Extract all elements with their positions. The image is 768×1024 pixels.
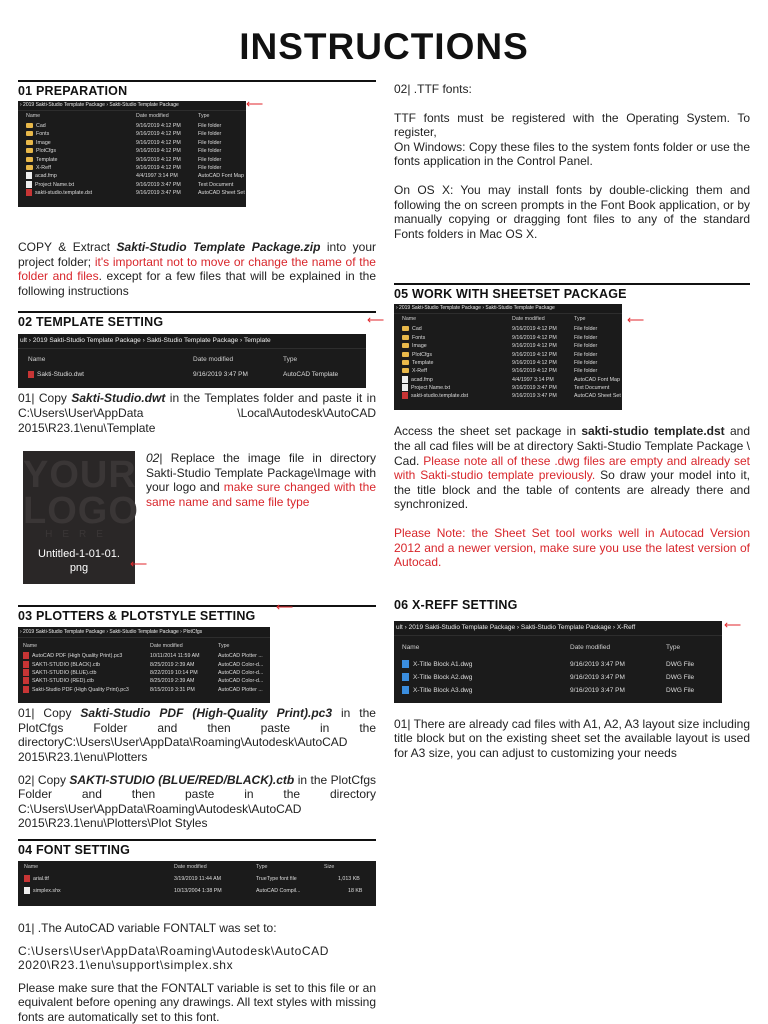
paragraph-copy-template: [18, 391, 376, 435]
file-name: [402, 334, 425, 342]
file-name-text: Sakti-Studio.dwt: [37, 371, 84, 379]
paragraph-xreff: 01| There are already cad files with A1, A2, A3 layout size including title block but on the existing sheet set the available layout is used for A3 size, you can adjust to customizing your needs: [394, 716, 750, 760]
template-file: Sakti-Studio.dwt: [71, 391, 166, 406]
ttf-file-icon: [24, 875, 30, 882]
file-date: 9/16/2019 4:12 PM: [512, 368, 557, 375]
table-row[interactable]: [394, 671, 722, 684]
arrow-icon: ⟵: [246, 97, 264, 111]
file-name: [28, 368, 84, 382]
file-date: 9/16/2019 4:12 PM: [136, 123, 181, 129]
col-name: Name: [28, 356, 46, 364]
file-type: Text Document: [574, 385, 610, 392]
file-date: 9/16/2019 3:47 PM: [570, 660, 625, 668]
file-name: [402, 384, 450, 392]
file-name: [26, 189, 92, 197]
file-name: [402, 658, 472, 671]
section-heading-xreff: 06 X-REFF SETTING: [394, 594, 750, 613]
col-date: Date modified: [150, 643, 183, 650]
file-icon: [402, 392, 408, 399]
file-name: [23, 661, 100, 669]
file-type: AutoCAD Template: [283, 371, 339, 379]
file-type: AutoCAD Font Map: [198, 173, 244, 180]
text: So draw your model into it, the title block and the table of contents are already there and synchronized.: [394, 468, 750, 512]
explorer-screenshot-plotcfgs: [18, 627, 270, 703]
file-date: 8/22/2019 10:14 PM: [150, 669, 198, 676]
shx-file-icon: [24, 887, 30, 894]
paragraph-fontalt-path: C:\Users\User\AppData\Roaming\Autodesk\AutoCAD 2020\R23.1\enu\support\simplex.shx: [18, 943, 330, 973]
section-heading-plotters: 03 PLOTTERS & PLOTSTYLE SETTING: [18, 605, 376, 624]
file-name-text: Template: [36, 156, 58, 163]
file-type: File folder: [574, 334, 598, 341]
file-type: File folder: [574, 351, 598, 358]
col-date: Date modified: [570, 643, 611, 651]
folder-icon: [402, 335, 409, 340]
file-name-text: Fonts: [36, 131, 50, 138]
file-name-text: X-Title Block A3.dwg: [413, 686, 473, 694]
table-row[interactable]: [394, 658, 722, 671]
table-row[interactable]: [394, 392, 622, 400]
col-date: Date modified: [174, 863, 207, 870]
explorer-screenshot-xreff: [394, 621, 722, 703]
col-date: Date modified: [512, 316, 545, 323]
file-name-text: Sakti-Studio PDF (High Quality Print).pc3: [32, 686, 129, 693]
breadcrumb: › 2019 Sakti-Studio Template Package › Sakti-Studio Template Package › PlotCfgs: [18, 627, 270, 638]
file-date: 9/16/2019 3:47 PM: [570, 686, 625, 694]
section-heading-preparation: 01 PREPARATION: [18, 80, 376, 99]
table-row[interactable]: [18, 873, 376, 885]
file-icon: [402, 384, 408, 391]
paragraph-copy-pc3: [18, 706, 376, 764]
file-type: File folder: [198, 156, 222, 163]
file-name: [23, 652, 122, 660]
file-name-text: SAKTI-STUDIO (BLUE).ctb: [32, 669, 97, 676]
file-date: 9/16/2019 4:12 PM: [512, 326, 557, 333]
col-name: Name: [402, 643, 420, 651]
breadcrumb: › 2019 Sakti-Studio Template Package › Sakti-Studio Template Package: [18, 101, 246, 111]
right-column: [394, 82, 750, 760]
table-row[interactable]: [18, 652, 270, 660]
file-name-text: Image: [36, 139, 51, 146]
file-icon: [23, 686, 29, 693]
paragraph-replace-logo: [146, 451, 376, 509]
file-date: 9/16/2019 3:47 PM: [570, 673, 625, 681]
file-type: File folder: [574, 359, 598, 366]
file-date: 9/16/2019 4:12 PM: [512, 343, 557, 350]
file-name: [24, 885, 61, 897]
text: and the all cad files will be at directory Sakti-Studio Template Package \ Cad.: [394, 424, 751, 468]
folder-icon: [26, 157, 33, 162]
folder-icon: [26, 148, 33, 153]
file-name: [23, 669, 96, 677]
file-name-text: PlotCfgs: [412, 351, 433, 358]
paragraph-sheetset-access: [394, 424, 750, 512]
paragraph-copy-extract: [18, 240, 376, 298]
text: in the PlotCfgs Folder and then paste in the directoryC:\Users\User\AppData\Roaming\Autodesk\AutoCAD 2015\R23.1\enu\Plotters: [18, 706, 376, 764]
file-name: [402, 325, 422, 333]
file-type: File folder: [198, 123, 222, 129]
file-date: 9/16/2019 4:12 PM: [136, 139, 181, 146]
paragraph-sheetset-note: Please Note: the Sheet Set tool works well in Autocad Version 2012 and a newer version, make sure you use the latest version of Autocad.: [394, 525, 750, 570]
text: 01| Copy: [18, 706, 81, 721]
table-row[interactable]: [394, 342, 622, 350]
section-heading-font: 04 FONT SETTING: [18, 839, 376, 858]
ctb-file: SAKTI-STUDIO (BLUE/RED/BLACK).ctb: [69, 772, 295, 787]
explorer-screenshot-preparation: [18, 101, 246, 207]
file-name: [26, 181, 74, 189]
file-date: 9/16/2019 4:12 PM: [512, 334, 557, 341]
file-type: AutoCAD Sheet Set: [198, 190, 245, 197]
arrow-icon: ⟵: [724, 618, 742, 632]
col-date: Date modified: [136, 113, 169, 119]
file-date: 8/15/2019 3:31 PM: [150, 686, 195, 693]
file-name: [23, 686, 129, 694]
table-row[interactable]: [18, 164, 246, 172]
file-type: AutoCAD Sheet Set: [574, 393, 621, 400]
file-name-text: X-Reff: [412, 368, 427, 375]
file-name: [402, 351, 432, 359]
file-type: File folder: [574, 343, 598, 350]
file-name: [23, 677, 94, 685]
col-type: Type: [256, 863, 268, 870]
text: 02| Copy: [18, 772, 70, 787]
file-name-text: Image: [412, 343, 427, 350]
column-headers: [18, 111, 246, 122]
file-name: [402, 367, 427, 375]
arrow-icon: ⟵: [367, 313, 385, 327]
text: COPY & Extract: [18, 240, 117, 254]
col-type: Type: [666, 643, 681, 651]
col-name: Name: [23, 643, 38, 650]
folder-icon: [402, 368, 409, 373]
text: . except for a few files that will be explained in the following instructions: [18, 269, 377, 298]
col-date: Date modified: [193, 356, 234, 364]
column-headers: [18, 861, 376, 873]
file-name-text: SAKTI-STUDIO (RED).ctb: [32, 678, 94, 685]
table-row[interactable]: [18, 156, 246, 164]
file-name-text: Project Name.txt: [411, 385, 451, 392]
paragraph-fontalt-note: Please make sure that the FONTALT variable is set to this file or an equivalent before opening any drawings. All text styles with missing fonts are automatically set to this font.: [18, 980, 376, 1024]
file-type: AutoCAD Color-d...: [218, 661, 264, 668]
dwg-file-icon: [402, 660, 409, 668]
col-type: Type: [218, 643, 230, 650]
file-name-text: Cad: [412, 326, 422, 333]
file-date: 9/16/2019 4:12 PM: [136, 148, 181, 155]
file-name: [402, 671, 472, 684]
dwt-file-icon: [28, 371, 34, 378]
logo-word: LOGO: [23, 490, 139, 533]
column-headers: [394, 314, 622, 325]
table-row[interactable]: [18, 147, 246, 155]
logo-word: YOUR: [23, 454, 137, 497]
file-name: [26, 156, 58, 164]
col-size: Size: [324, 863, 335, 870]
file-name: [26, 164, 51, 172]
file-icon: [26, 172, 32, 179]
file-name-text: Cad: [36, 123, 46, 129]
table-row[interactable]: [18, 669, 270, 677]
col-name: Name: [24, 863, 39, 870]
file-name-text: acad.fmp: [35, 173, 57, 180]
file-date: 4/4/1997 3:14 PM: [136, 173, 178, 180]
paragraph-ttf-register: TTF fonts must be registered with the Operating System. To register,: [394, 110, 750, 140]
dwg-file-icon: [402, 673, 409, 681]
file-date: 4/4/1997 3:14 PM: [512, 376, 554, 383]
page-title: INSTRUCTIONS: [239, 26, 529, 67]
section-heading-sheetset: 05 WORK WITH SHEETSET PACKAGE: [394, 283, 750, 302]
logo-word: HERE: [45, 529, 113, 541]
file-type: File folder: [198, 148, 222, 155]
table-row[interactable]: [18, 885, 376, 897]
file-type: TrueType font file: [256, 875, 297, 882]
step-number: 02: [146, 451, 160, 466]
column-headers: [18, 351, 366, 368]
file-type: Text Document: [198, 181, 234, 188]
folder-icon: [26, 165, 33, 170]
text: Access the sheet set package in: [394, 424, 582, 439]
file-type: DWG File: [666, 660, 695, 668]
table-row[interactable]: [18, 139, 246, 147]
package-name: Sakti-Studio Template Package.zip: [116, 240, 321, 254]
file-type: AutoCAD Compil...: [256, 887, 301, 894]
file-date: 9/16/2019 4:12 PM: [136, 156, 181, 163]
file-name: [402, 342, 427, 350]
explorer-screenshot-fonts: [18, 861, 376, 906]
folder-icon: [402, 343, 409, 348]
file-icon: [23, 669, 29, 676]
file-name-text: arial.ttf: [33, 875, 49, 882]
file-icon: [23, 652, 29, 659]
folder-icon: [26, 140, 33, 145]
file-name-text: acad.fmp: [411, 376, 433, 383]
file-name-text: AutoCAD PDF (High Quality Print).pc3: [32, 653, 123, 660]
file-type: AutoCAD Color-d...: [218, 669, 264, 676]
table-row[interactable]: [394, 367, 622, 375]
file-name-text: Template: [412, 359, 434, 366]
file-name: [26, 139, 51, 147]
warning-text: Please note all of these .dwg files are empty and already set with Sakti-studio template previously.: [394, 453, 750, 483]
table-row[interactable]: [18, 368, 366, 382]
file-type: DWG File: [666, 686, 695, 694]
explorer-screenshot-sheetset: [394, 304, 622, 410]
file-name-text: Project Name.txt: [35, 181, 75, 188]
logo-placeholder-image: [23, 451, 139, 584]
section-heading-template: 02 TEMPLATE SETTING: [18, 311, 376, 330]
table-row[interactable]: [394, 359, 622, 367]
table-row[interactable]: [18, 661, 270, 669]
file-date: 9/16/2019 4:12 PM: [136, 164, 181, 171]
breadcrumb: ult › 2019 Sakti-Studio Template Package › Sakti-Studio Template Package › Template: [18, 334, 366, 349]
table-row[interactable]: [18, 189, 246, 197]
file-name: [26, 172, 57, 180]
col-type: Type: [283, 356, 298, 364]
file-name-text: X-Reff: [36, 164, 51, 171]
file-date: 8/25/2019 2:39 AM: [150, 661, 195, 668]
file-type: File folder: [198, 131, 222, 138]
file-icon: [26, 181, 32, 188]
text: in the Templates folder and paste it in C:\Users\User\AppData \Local\Autodesk\AutoCAD 2015\R23.1\enu\Template: [18, 391, 376, 435]
table-row[interactable]: [18, 181, 246, 189]
file-date: 3/19/2019 11:44 AM: [174, 875, 222, 882]
logo-caption: Untitled-1-01-01. png: [38, 548, 120, 575]
warning-text: it's important not to move or change the name of the folder and files: [18, 254, 376, 284]
col-name: Name: [26, 113, 41, 119]
breadcrumb: ult › 2019 Sakti-Studio Template Package › Sakti-Studio Template Package › X-Reff: [394, 621, 722, 636]
file-name: [26, 147, 56, 155]
col-name: Name: [402, 316, 417, 323]
breadcrumb: › 2019 Sakti-Studio Template Package › Sakti-Studio Template Package: [394, 304, 622, 314]
file-name-text: PlotCfgs: [36, 148, 57, 155]
file-type: DWG File: [666, 673, 695, 681]
table-row[interactable]: [18, 677, 270, 685]
file-type: AutoCAD Plotter ...: [218, 653, 263, 660]
file-icon: [26, 189, 32, 196]
file-type: File folder: [574, 326, 598, 333]
col-type: Type: [574, 316, 586, 323]
file-date: 9/16/2019 3:47 PM: [136, 190, 181, 197]
text: into your project folder;: [18, 240, 377, 269]
dst-file: sakti-studio template.dst: [581, 424, 725, 439]
file-name: [26, 130, 49, 138]
paragraph-ttf-osx: On OS X: You may install fonts by double-clicking them and following the on screen prompts in the Font Book application, or by manually copying or dragging font files to any of the standard Fonts folders in Mac OS X.: [394, 182, 750, 241]
file-name-text: sakti-studio.template.dst: [411, 393, 469, 400]
file-type: AutoCAD Font Map: [574, 376, 620, 383]
dwg-file-icon: [402, 686, 409, 694]
table-row[interactable]: [394, 376, 622, 384]
file-name-text: simplex.shx: [33, 887, 61, 894]
file-type: AutoCAD Plotter ...: [218, 686, 263, 693]
file-date: 9/16/2019 4:12 PM: [136, 131, 181, 138]
file-date: 9/16/2019 4:12 PM: [512, 359, 557, 366]
folder-icon: [26, 131, 33, 136]
file-date: 10/11/2014 11:59 AM: [150, 653, 200, 660]
file-name-text: sakti-studio.template.dst: [35, 190, 93, 197]
arrow-icon: ⟵: [130, 557, 148, 572]
file-name-text: Fonts: [412, 334, 426, 341]
file-name: [402, 684, 472, 697]
folder-icon: [402, 360, 409, 365]
table-row[interactable]: [18, 686, 270, 694]
table-row[interactable]: [394, 351, 622, 359]
file-type: File folder: [574, 368, 598, 375]
file-name: [402, 392, 468, 400]
paragraph-fontalt: 01| .The AutoCAD variable FONTALT was set to:: [18, 920, 277, 935]
file-date: 10/13/2004 1:38 PM: [174, 887, 222, 894]
file-date: 9/16/2019 3:47 PM: [512, 385, 557, 392]
paragraph-copy-ctb: [18, 773, 376, 831]
arrow-icon: ⟵: [276, 600, 294, 614]
file-icon: [23, 661, 29, 668]
paragraph-ttf-heading: 02| .TTF fonts:: [394, 82, 472, 96]
folder-icon: [402, 326, 409, 331]
file-name: [402, 376, 433, 384]
file-name-text: SAKTI-STUDIO (BLACK).ctb: [32, 661, 100, 668]
file-date: 9/16/2019 3:47 PM: [193, 371, 248, 379]
file-type: AutoCAD Color-d...: [218, 678, 264, 685]
file-icon: [402, 376, 408, 383]
file-size: 18 KB: [348, 887, 363, 894]
left-column: [18, 80, 385, 1024]
file-date: 9/16/2019 4:12 PM: [512, 351, 557, 358]
file-name: [402, 359, 434, 367]
file-date: 9/16/2019 3:47 PM: [512, 393, 557, 400]
table-row[interactable]: [394, 384, 622, 392]
text: | Replace the image file in directory Sakti-Studio Template Package\Image with your logo and: [146, 451, 376, 495]
pc3-file: Sakti-Studio PDF (High-Quality Print).pc3: [80, 706, 333, 721]
file-date: 8/25/2019 2:39 AM: [150, 678, 195, 685]
table-row[interactable]: [18, 122, 246, 130]
text: 01| Copy: [18, 391, 72, 406]
table-row[interactable]: [394, 325, 622, 333]
column-headers: [394, 638, 722, 658]
table-row[interactable]: [394, 684, 722, 697]
file-type: File folder: [198, 164, 222, 171]
table-row[interactable]: [18, 130, 246, 138]
file-name-text: X-Title Block A1.dwg: [413, 660, 473, 668]
text: in the PlotCfgs Folder and then paste in the directory C:\Users\User\AppData\Roaming\Autodesk\AutoCAD 2015\R23.1\enu\Plotters\Plot Styles: [18, 772, 377, 831]
folder-icon: [402, 352, 409, 357]
warning-text: make sure changed with the same name and same file type: [146, 480, 376, 509]
arrow-icon: ⟵: [627, 313, 645, 327]
file-size: 1,013 KB: [338, 875, 360, 882]
file-icon: [23, 677, 29, 684]
column-headers: [18, 640, 270, 652]
file-name: [26, 122, 46, 130]
folder-icon: [26, 123, 33, 128]
file-name-text: X-Title Block A2.dwg: [413, 673, 473, 681]
paragraph-ttf-windows: On Windows: Copy these files to the system fonts folder or use the fonts application in the Control Panel.: [394, 139, 750, 169]
file-type: File folder: [198, 139, 222, 146]
file-name: [24, 873, 49, 885]
table-row[interactable]: [18, 172, 246, 180]
col-type: Type: [198, 113, 210, 119]
table-row[interactable]: [394, 334, 622, 342]
explorer-screenshot-template: [18, 334, 366, 388]
file-date: 9/16/2019 3:47 PM: [136, 181, 181, 188]
